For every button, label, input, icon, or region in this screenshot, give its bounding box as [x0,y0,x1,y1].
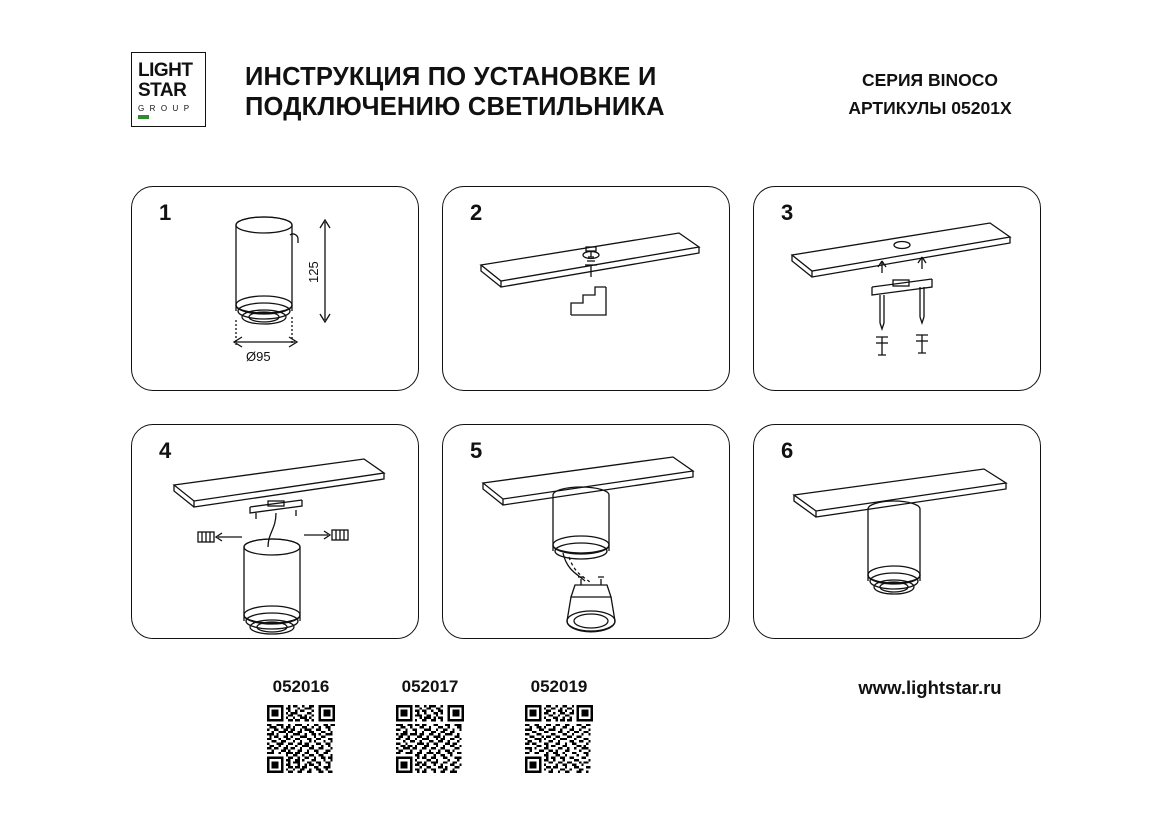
page-title: ИНСТРУКЦИЯ ПО УСТАНОВКЕ И ПОДКЛЮЧЕНИЮ СВЕТИЛЬНИКА [245,63,665,121]
step-number-6: 6 [781,438,794,463]
step-3-illustration [754,187,1042,392]
qr-group-052016 [256,677,346,773]
step-6-illustration [754,425,1042,640]
dimension-height-label: 125 [306,261,321,283]
step-4-illustration [132,425,420,640]
step-panel-2 [442,186,730,391]
step-number-3: 3 [781,200,794,225]
qr-label: 052019 [530,677,588,696]
qr-code [396,705,464,773]
logo-line-2: STAR [138,80,187,101]
step-panel-5 [442,424,730,639]
dimension-diameter-label: Ø95 [246,349,271,364]
qr-group-052017 [385,677,475,773]
step-panel-6 [753,424,1041,639]
logo-line-3: G R O U P [138,104,191,113]
step-panel-1 [131,186,419,391]
article-numbers: АРТИКУЛЫ 05201X [848,98,1012,118]
step-number-1: 1 [159,200,172,225]
step-2-illustration [443,187,731,392]
qr-label: 052016 [272,677,330,696]
logo-line-1: LIGHT [138,60,193,81]
step-1-illustration [132,187,420,392]
qr-group-052019 [514,677,604,773]
qr-code [267,705,335,773]
qr-label: 052017 [401,677,459,696]
step-panel-4 [131,424,419,639]
series-info [770,66,1090,122]
brand-logo [131,52,206,127]
series-name: СЕРИЯ BINOCO [861,70,998,90]
step-number-2: 2 [470,200,483,225]
step-5-illustration [443,425,731,640]
website-url[interactable]: www.lightstar.ru [858,677,1002,698]
logo-accent-bar [138,115,149,119]
qr-code [525,705,593,773]
step-panel-3 [753,186,1041,391]
step-number-4: 4 [159,438,172,463]
header [0,0,1169,150]
step-number-5: 5 [470,438,483,463]
